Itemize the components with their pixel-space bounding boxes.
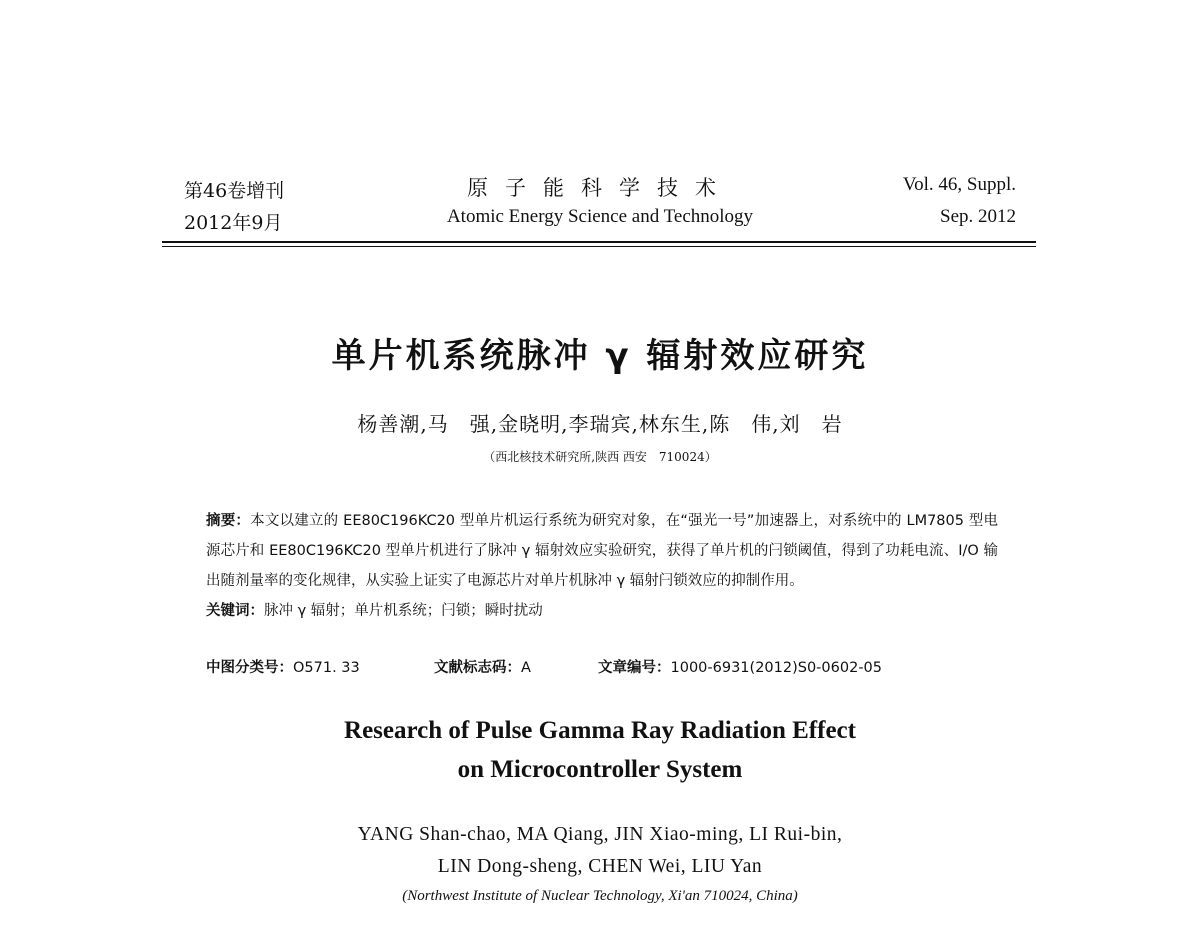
journal-title-en: Atomic Energy Science and Technology (446, 206, 754, 227)
date-en: Sep. 2012 (940, 206, 1016, 227)
keywords-label: 关键词： (206, 603, 264, 619)
affiliation-en: (Northwest Institute of Nuclear Technology, Xi'an 710024, China) (402, 888, 798, 904)
journal-title-cn: 原子能科学技术 (467, 176, 733, 200)
header-rule-top (162, 241, 1036, 243)
abstract-label: 摘要： (206, 513, 251, 529)
paper-title-cn: 单片机系统脉冲 γ 辐射效应研究 (331, 336, 869, 376)
abstract-paragraph (206, 506, 998, 596)
authors-en-line2: LIN Dong-sheng, CHEN Wei, LIU Yan (437, 856, 763, 877)
date-cn: 2012年9月 (184, 212, 283, 234)
doc-code-label: 文献标志码： (434, 660, 521, 676)
paper-title-en-line2: on Microcontroller System (457, 756, 743, 783)
clc-number (206, 656, 360, 677)
abstract-cn (206, 506, 998, 626)
abstract-text: 本文以建立的 EE80C196KC20 型单片机运行系统为研究对象，在“强光一号”加速器上，对系统中的 LM7805 型电源芯片和 EE80C196KC20 型单片机进行了脉冲 γ 辐射效应实验研究，获得了单片机的闩锁阈值，得到了功耗电流、I/O 输出随剂量率的变化规律，从实验上证实了电源芯片对单片机脉冲 γ 辐射闩锁效应的抑制作用。 (206, 513, 998, 589)
keywords-line (206, 596, 998, 626)
authors-en-line1: YANG Shan-chao, MA Qiang, JIN Xiao-ming, LI Rui-bin, (357, 824, 843, 845)
article-no-value: 1000-6931(2012)S0-0602-05 (670, 660, 882, 676)
document-code (434, 656, 531, 677)
paper-title-en-line1: Research of Pulse Gamma Ray Radiation Effect (344, 717, 856, 744)
article-no-label: 文章编号： (598, 660, 671, 676)
doc-code-value: A (521, 660, 531, 676)
clc-value: O571. 33 (293, 660, 360, 676)
affiliation-cn: （西北核技术研究所,陕西 西安 710024） (483, 450, 717, 464)
volume-cn: 第46卷增刊 (184, 180, 285, 202)
article-number (598, 656, 882, 677)
header-rule-bottom (162, 246, 1036, 247)
volume-en: Vol. 46, Suppl. (902, 174, 1016, 195)
authors-cn: 杨善潮,马 强,金晓明,李瑞宾,林东生,陈 伟,刘 岩 (357, 412, 843, 436)
keywords-text: 脉冲 γ 辐射；单片机系统；闩锁；瞬时扰动 (264, 603, 543, 619)
clc-label: 中图分类号： (206, 660, 293, 676)
